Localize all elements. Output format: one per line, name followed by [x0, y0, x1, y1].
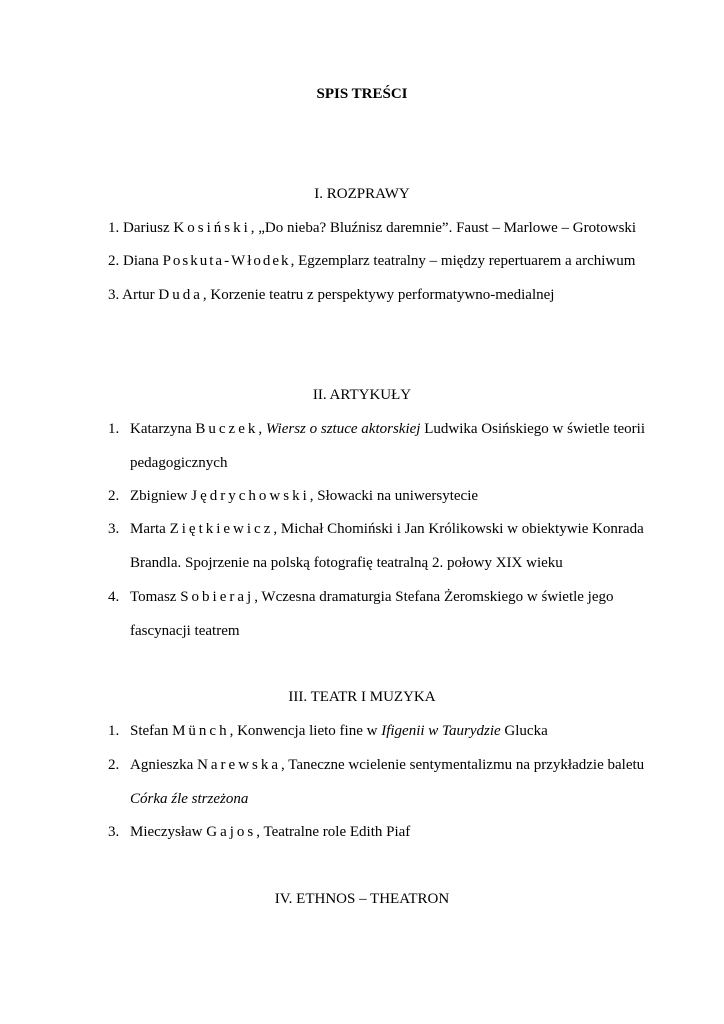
entry-title-italic: Wiersz o sztuce aktorskiej — [265, 421, 421, 437]
entry-title: , Wczesna dramaturgia Stefana Żeromskiego w świetle jego — [254, 589, 614, 605]
toc-entry — [130, 488, 478, 505]
toc-entry — [108, 253, 635, 270]
entry-author-first: Mieczysław — [130, 824, 207, 840]
entry-author-surname: Sobieraj — [180, 589, 255, 605]
toc-entry — [130, 723, 548, 740]
toc-entry — [130, 757, 644, 774]
entry-title: , Konwencja lieto fine w — [229, 723, 382, 739]
entry-author-surname: Gajos — [206, 824, 257, 840]
section-heading-ethnos-theatron: IV. ETHNOS – THEATRON — [274, 891, 450, 907]
entry-number: 1. — [108, 723, 120, 739]
entry-author-surname: Ziętkiewicz — [169, 521, 274, 537]
entry-title: , Teatralne role Edith Piaf — [256, 824, 411, 840]
entry-continuation: pedagogicznych — [130, 455, 228, 471]
entry-title: , Michał Chomiński i Jan Królikowski w obiektywie Konrada — [273, 521, 644, 537]
page-title: SPIS TREŚCI — [316, 86, 408, 102]
section-heading-artykuly: II. ARTYKUŁY — [312, 387, 412, 403]
entry-title: Ludwika Osińskiego w świetle teorii — [420, 421, 645, 437]
entry-title: , Korzenie teatru z perspektywy performatywno-medialnej — [202, 287, 555, 303]
entry-title: , Taneczne wcielenie sentymentalizmu na przykładzie baletu — [281, 757, 645, 773]
entry-author-surname: Münch — [172, 723, 230, 739]
entry-title: , „Do nieba? Bluźnisz daremnie”. Faust – Marlowe – Grotowski — [250, 220, 637, 236]
toc-entry — [108, 287, 554, 304]
entry-author-first: Marta — [130, 521, 170, 537]
entry-title: , Egzemplarz teatralny – między repertuarem a archiwum — [290, 253, 636, 269]
entry-author-first: 2. Diana — [108, 253, 163, 269]
entry-author-surname: Poskuta-Włodek — [162, 253, 291, 269]
entry-author-first: 1. Dariusz — [108, 220, 174, 236]
entry-title-end: Glucka — [500, 723, 548, 739]
toc-entry — [130, 521, 644, 538]
entry-title: , Słowacki na uniwersytecie — [309, 488, 479, 504]
entry-number: 3. — [108, 824, 120, 840]
entry-number: 1. — [108, 421, 120, 437]
entry-author-first: Zbigniew — [130, 488, 192, 504]
entry-author-surname: Duda — [158, 287, 203, 303]
entry-continuation: fascynacji teatrem — [130, 623, 240, 639]
entry-author-surname: Jędrychowski — [191, 488, 310, 504]
entry-number: 3. — [108, 521, 120, 537]
section-heading-rozprawy: I. ROZPRAWY — [314, 186, 410, 202]
entry-title-italic: Ifigenii w Taurydzie — [381, 723, 501, 739]
toc-entry — [130, 589, 614, 606]
entry-number: 4. — [108, 589, 120, 605]
entry-number: 2. — [108, 757, 120, 773]
section-heading-teatr-i-muzyka: III. TEATR I MUZYKA — [288, 689, 436, 705]
entry-separator: , — [258, 421, 266, 437]
entry-author-first: Agnieszka — [130, 757, 198, 773]
entry-author-first: Katarzyna — [130, 421, 196, 437]
entry-author-surname: Narewska — [197, 757, 282, 773]
entry-author-surname: Kosiński — [173, 220, 251, 236]
toc-entry — [130, 421, 645, 438]
entry-author-first: Tomasz — [130, 589, 181, 605]
entry-continuation: Brandla. Spojrzenie na polską fotografię teatralną 2. połowy XIX wieku — [130, 555, 563, 571]
toc-entry — [108, 220, 636, 237]
toc-entry — [130, 824, 410, 841]
entry-number: 2. — [108, 488, 120, 504]
entry-continuation-italic: Córka źle strzeżona — [130, 791, 249, 807]
entry-author-surname: Buczek — [195, 421, 259, 437]
entry-author-first: Stefan — [130, 723, 173, 739]
entry-author-first: 3. Artur — [108, 287, 159, 303]
